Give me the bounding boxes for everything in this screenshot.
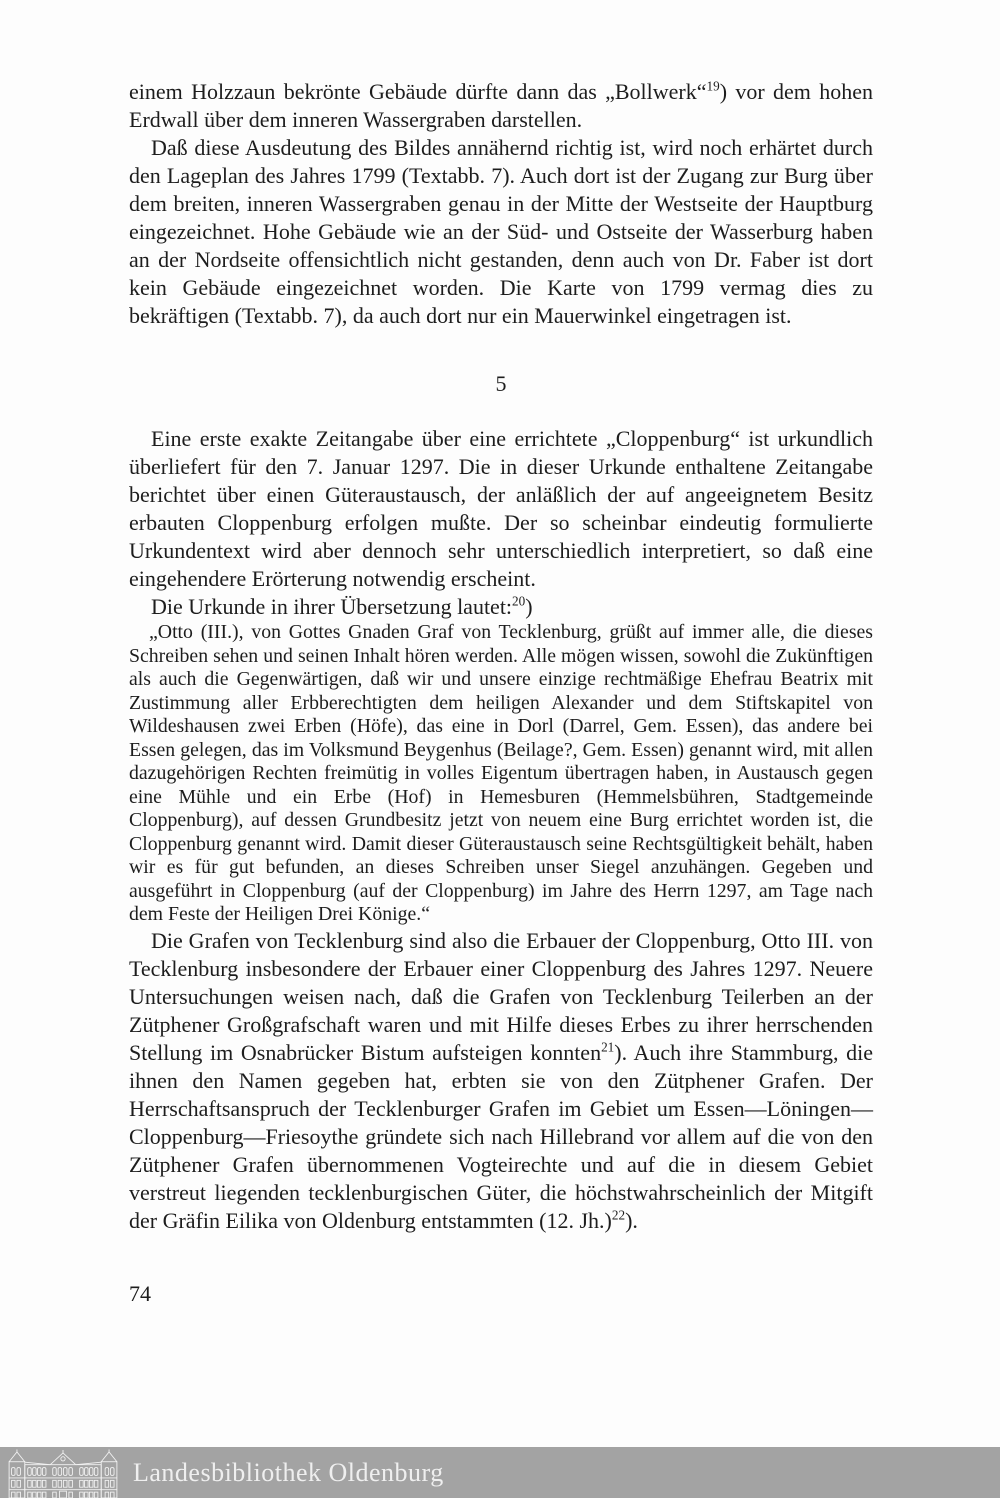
- page-text: [129, 78, 873, 1235]
- body-paragraph: Eine erste exakte Zeitangabe über eine errichtete „Cloppenburg“ ist urkundlich überliefert für den 7. Januar 1297. Die in dieser Urkunde enthaltene Zeitangabe berichtet über einen Güteraustausch, der anläßlich der auf angeeignetem Besitz erbauten Cloppenburg erfolgen mußte. Der so scheinbar eindeutig formulierte Urkundentext wird aber dennoch sehr unterschiedlich interpretiert, so daß eine eingehendere Erörterung notwendig erscheint.: [129, 426, 873, 591]
- body-paragraph: Daß diese Ausdeutung des Bildes annähernd richtig ist, wird noch erhärtet durch den Lageplan des Jahres 1799 (Textabb. 7). Auch dort ist der Zugang zur Burg über dem breiten, inneren Wassergraben genau in der Mitte der Westseite der Hauptburg eingezeichnet. Hohe Gebäude wie an der Süd- und Ostseite der Wasserburg haben an der Nordseite offensichtlich nicht gestanden, denn auch von Dr. Faber ist dort kein Gebäude eingezeichnet worden. Die Karte von 1799 vermag dies zu bekräftigen (Textabb. 7), da auch dort nur ein Mauerwinkel eingetragen ist.: [129, 135, 873, 328]
- section-number: 5: [495, 371, 507, 396]
- body-paragraph: Die Grafen von Tecklenburg sind also die Erbauer der Cloppenburg, Otto III. von Tecklenburg insbesondere der Erbauer einer Cloppenburg des Jahres 1297. Neuere Untersuchungen weisen nach, daß die Grafen von Tecklenburg Teilerben an der Zütphener Großgrafschaft waren und mit Hilfe dieses Erbes zu ihrer herrschenden Stellung im Osnabrücker Bistum aufsteigen konnten$^{21}$). Auch ihre Stammburg, die ihnen den Namen gegeben hat, erbten sie von den Zütphener Grafen. Der Herrschaftsanspruch der Tecklenburger Grafen im Gebiet um Essen—Löningen—Cloppenburg—Friesoythe gründete sich nach Hillebrand vor allem auf die von den Zütphener Grafen übernommenen Vogteirechte und auf die in diesem Gebiet verstreut liegenden tecklenburgischen Güter, die höchstwahrscheinlich der Mitgift der Gräfin Eilika von Oldenburg entstammten (12. Jh.)$^{22}$).: [129, 927, 873, 1233]
- footnote-marker: 20: [512, 593, 526, 609]
- quote-block: „Otto (III.), von Gottes Gnaden Graf von Tecklenburg, grüßt auf immer alle, die dieses Schreiben sehen und seinen Inhalt hören werden. Alle mögen wissen, sowohl die Zukünftigen als auch die Gegenwärtigen, daß wir und unsere einzige rechtmäßige Ehefrau Beatrix mit Zustimmung aller Erbberechtigten dem heiligen Alexander und dem Stiftskapitel von Wildeshausen zwei Erben (Höfe), das eine in Dorl (Darrel, Gem. Essen), das andere bei Essen gelegen, das im Volksmund Beygenhus (Beilage?, Gem. Essen) genannt wird, mit allen dazugehörigen Rechten freimütig in volles Eigentum übertragen haben, in Austausch gegen eine Mühle und ein Erbe (Hof) in Hemesburen (Hemmelsbühren, Stadtgemeinde Cloppenburg), auf dessen Grundbesitz jetzt von neuem eine Burg errichtet worden ist, die Cloppenburg genannt wird. Damit dieser Güteraustausch seine Rechtsgültigkeit behält, haben wir es für gut befunden, an dieses Schreiben unser Siegel anzuhängen. Gegeben und ausgeführt in Cloppenburg (auf der Cloppenburg) im Jahre des Herrn 1297, am Tage nach dem Feste der Heiligen Drei Könige.“: [129, 621, 873, 925]
- footnote-marker: 19: [706, 78, 720, 94]
- footer-bar: [0, 1447, 1000, 1498]
- body-paragraph: einem Holzzaun bekrönte Gebäude dürfte dann das „Bollwerk“$^{19}$) vor dem hohen Erdwall über dem inneren Wassergraben darstellen.: [129, 78, 873, 132]
- footnote-marker: 21: [601, 1039, 615, 1055]
- library-building-icon: [6, 1449, 120, 1498]
- footnote-marker: 22: [611, 1207, 626, 1223]
- page-number: 74: [129, 1281, 151, 1306]
- body-paragraph: Die Urkunde in ihrer Übersetzung lautet:$^{20}$): [151, 593, 533, 619]
- library-name-label: Landesbibliothek Oldenburg: [133, 1458, 444, 1487]
